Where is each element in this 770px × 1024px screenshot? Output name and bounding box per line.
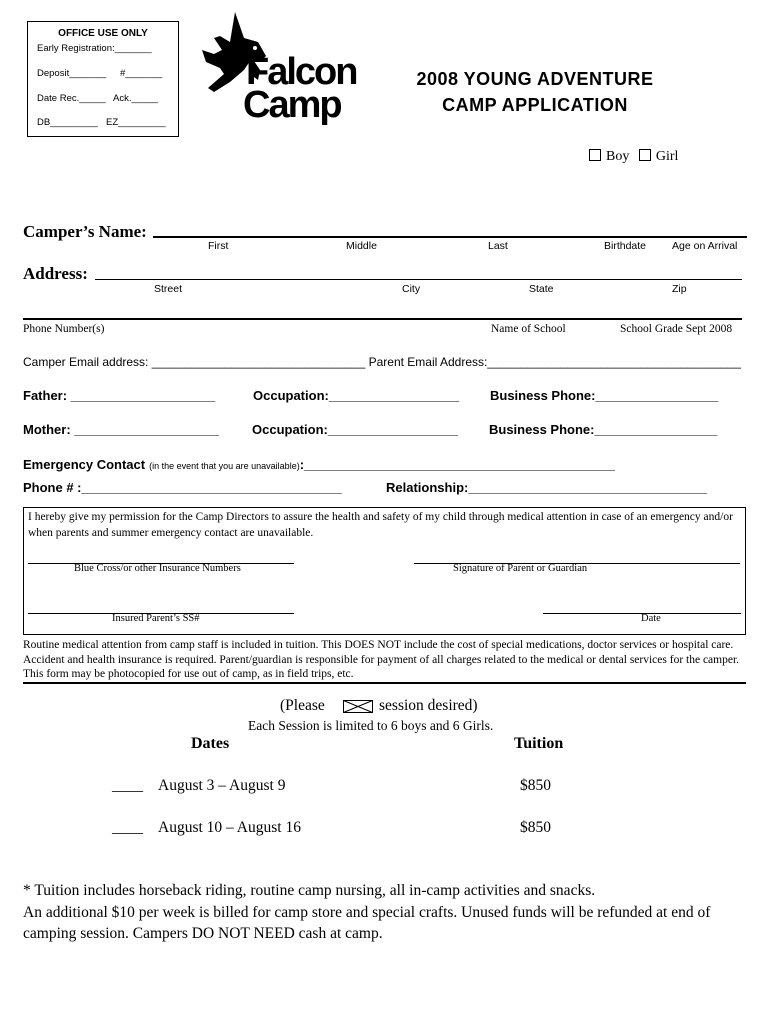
mother-occupation-field[interactable]: Occupation:__________________ [252,422,458,437]
phone-school-field[interactable] [23,318,742,320]
date-received: Date Rec._____ [37,93,106,104]
middle-name-caption: Middle [346,240,377,252]
birthdate-caption: Birthdate [604,240,647,252]
first-name-caption: First [208,240,229,252]
acknowledged: Ack._____ [113,93,158,104]
footer-store-note [23,902,743,944]
emergency-phone-field[interactable]: Phone # :____________________________________ [23,480,342,495]
emergency-line[interactable]: :___________________________________________ [299,457,615,472]
footer-tuition-note: * Tuition includes horseback riding, routine camp nursing, all in-camp activities and snacks. [23,882,596,899]
gender-options [589,149,678,165]
footer-store-text: An additional $10 per week is billed for camp store and special crafts. Unused funds will be refunded at end of camping session. Campers DO NOT NEED cash at camp. [23,904,711,942]
grade-caption: School Grade Sept 2008 [620,323,733,335]
session-1-price: $850 [520,777,551,794]
camper-name-field[interactable] [153,236,747,238]
boy-checkbox[interactable] [589,149,601,161]
db-field: DB_________ [37,117,98,128]
ssn-caption: Insured Parent’s SS# [112,613,200,624]
office-title: OFFICE USE ONLY [58,28,148,39]
office-use-box [27,21,179,137]
session-1-blank[interactable]: ____ [112,777,143,794]
emergency-label: Emergency Contact [23,457,146,472]
logo-camp-text: Camp [243,84,341,126]
phone-caption: Phone Number(s) [23,323,105,335]
deposit-number: #_______ [120,68,163,79]
girl-checkbox[interactable] [639,149,651,161]
email-row[interactable]: Camper Email address: ________________________________ Parent Email Address:______________________________________ [23,355,741,369]
envelope-x-icon [343,700,373,713]
emergency-contact-row[interactable] [23,456,615,474]
mother-field[interactable]: Mother: ____________________ [23,422,219,437]
school-caption: Name of School [491,323,566,335]
tuition-header: Tuition [514,735,564,752]
medical-note: Routine medical attention from camp staff is included in tuition. This DOES NOT include the cost of special medications, doctor services or hospital care. Accident and health insurance is required. Parent/guardian is responsible for payment of all charges related to the medical or dental services for the camper. This form may be photocopied for use out of camp, as in field trips, etc. [23,639,740,680]
zip-caption: Zip [672,283,687,295]
father-business-phone-field[interactable]: Business Phone:_________________ [490,388,719,403]
date-caption: Date [641,613,661,624]
title-line-2: CAMP APPLICATION [442,95,628,115]
age-caption: Age on Arrival [672,240,738,252]
deposit: Deposit_______ [37,68,107,79]
permission-text: I hereby give my permission for the Camp Directors to assure the health and safety of my child through medical attention in case of an emergency and/or when parents and summer emergency contact are unavailable. [28,511,733,539]
title-line-1: 2008 YOUNG ADVENTURE [416,69,654,89]
dates-header: Dates [191,735,230,752]
address-label: Address: [23,264,88,283]
city-caption: City [402,283,421,295]
logo-falcon-text: Falcon [246,51,357,93]
camper-name-label: Camper’s Name: [23,222,147,241]
session-2-blank[interactable]: ____ [112,819,143,836]
street-caption: Street [154,283,183,295]
relationship-field[interactable]: Relationship:_________________________________ [386,480,707,495]
state-caption: State [529,283,554,295]
ez-field: EZ_________ [106,117,166,128]
section-divider [23,682,746,684]
mother-business-phone-field[interactable]: Business Phone:_________________ [489,422,718,437]
session-1-dates: August 3 – August 9 [158,777,286,794]
father-field[interactable]: Father: ____________________ [23,388,216,403]
session-desired-text: session desired) [379,697,478,714]
last-name-caption: Last [488,240,508,252]
please-text: (Please [280,697,325,714]
session-2-dates: August 10 – August 16 [158,819,301,836]
page-title [380,66,690,118]
signature-caption: Signature of Parent or Guardian [453,563,588,574]
address-field[interactable] [95,279,742,280]
emergency-note: (in the event that you are unavailable) [149,461,300,471]
session-2-price: $850 [520,819,551,836]
insurance-caption: Blue Cross/or other Insurance Numbers [74,563,241,574]
boy-label: Boy [606,149,630,164]
early-registration: Early Registration:_______ [37,43,152,54]
session-limit-text: Each Session is limited to 6 boys and 6 Girls. [248,718,494,733]
father-occupation-field[interactable]: Occupation:__________________ [253,388,459,403]
girl-label: Girl [655,149,679,164]
